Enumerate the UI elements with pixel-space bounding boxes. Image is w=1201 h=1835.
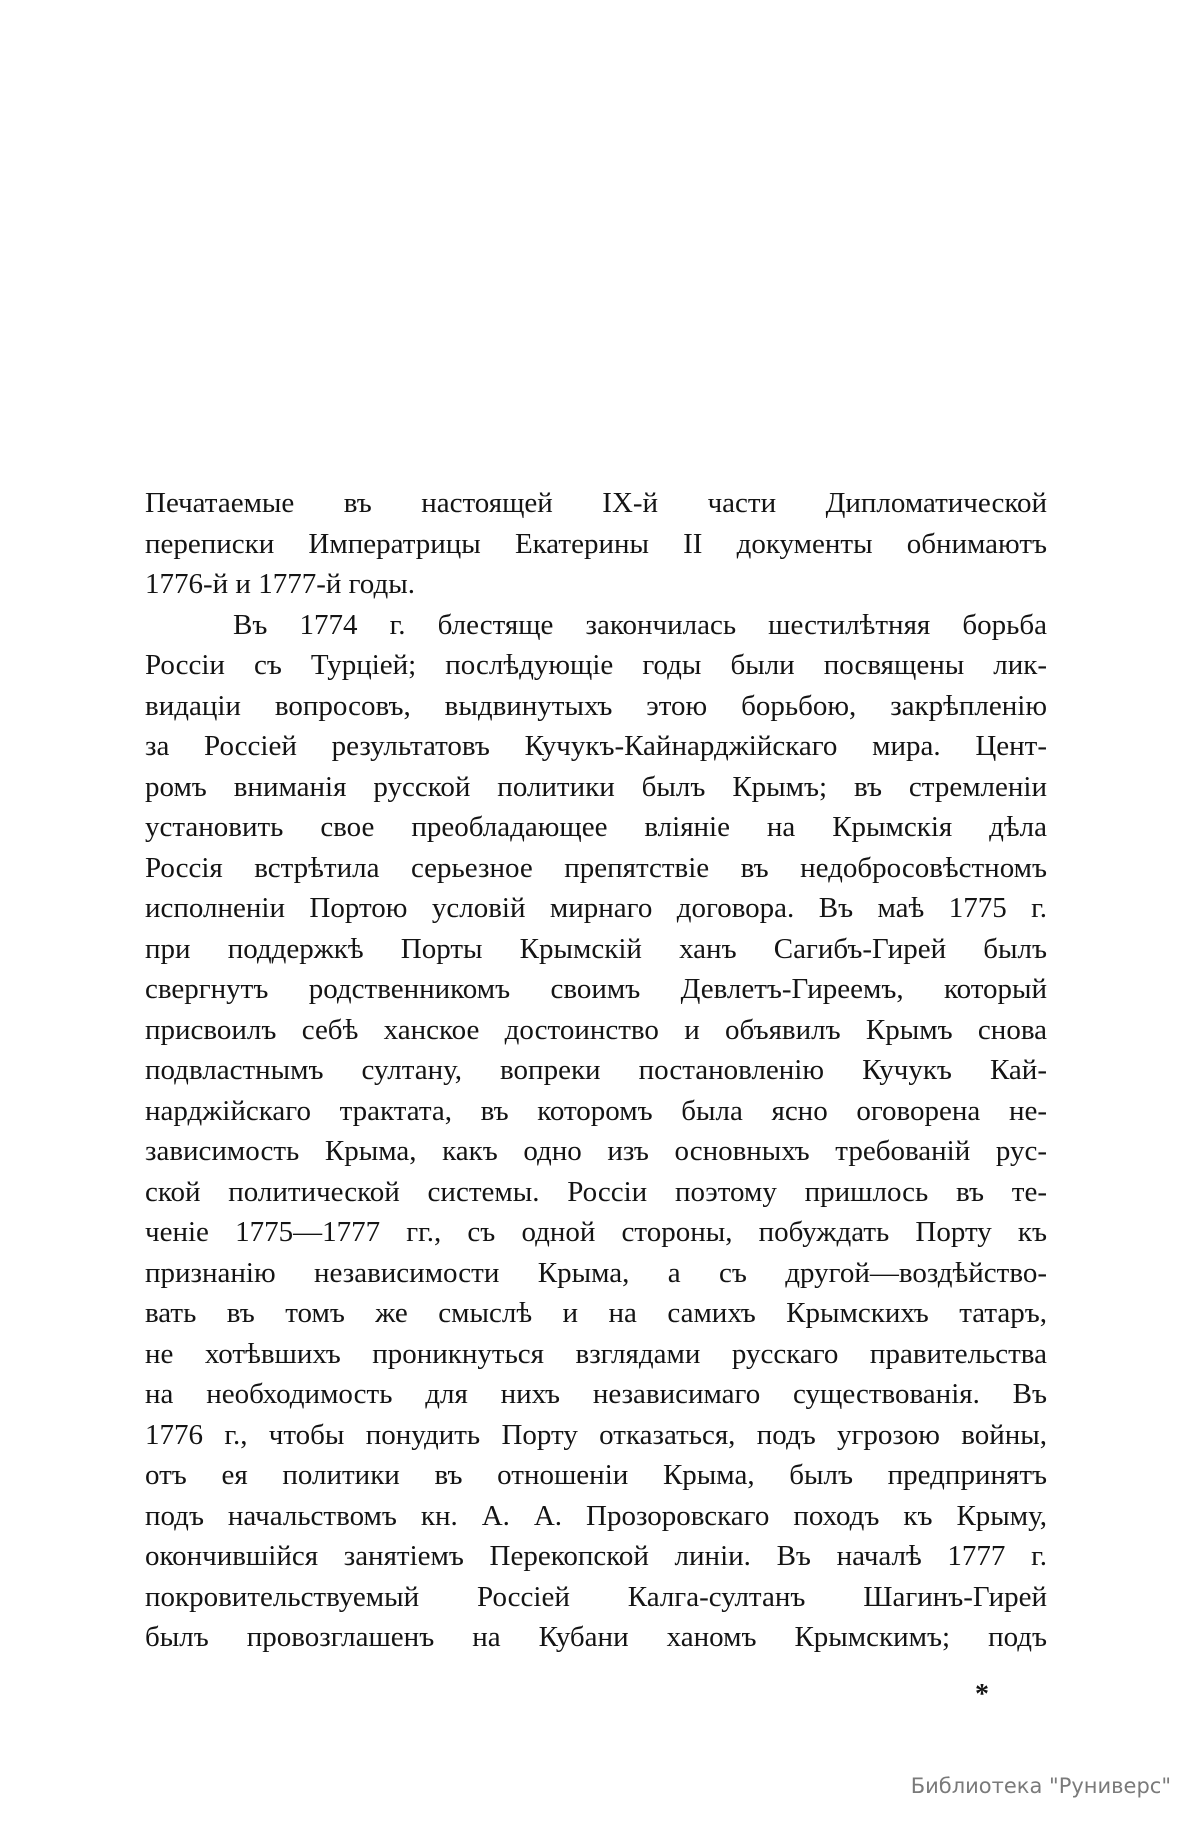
text-line: установить свое преобладающее вліяніе на Крымскія дѣла: [145, 811, 1047, 843]
text-line: Въ 1774 г. блестяще закончилась шестилѣтняя борьба: [233, 608, 1047, 641]
text-line: подъ начальствомъ кн. А. А. Прозоровскаго походъ къ Крыму,: [145, 1499, 1047, 1532]
text-line: видаціи вопросовъ, выдвинутыхъ этою борьбою, закрѣпленію: [145, 689, 1047, 722]
text-line: зависимость Крыма, какъ одно изъ основныхъ требованій рус-: [145, 1135, 1047, 1167]
text-line: на необходимость для нихъ независимаго существованія. Въ: [145, 1378, 1047, 1410]
text-line: покровительствуемый Россіей Калга-султанъ Шагинъ-Гирей: [145, 1580, 1047, 1613]
text-line: признанію независимости Крыма, а съ другой—воздѣйство-: [145, 1256, 1047, 1289]
text-line: ченіе 1775—1777 гг., съ одной стороны, побуждать Порту къ: [145, 1216, 1047, 1248]
text-line: при поддержкѣ Порты Крымскій ханъ Сагибъ-Гирей былъ: [145, 932, 1047, 965]
text-line: переписки Императрицы Екатерины II документы обнимаютъ: [145, 527, 1047, 560]
text-line: Россія встрѣтила серьезное препятствіе въ недобросовѣстномъ: [145, 851, 1047, 884]
text-line: отъ ея политики въ отношеніи Крыма, былъ предпринятъ: [145, 1459, 1047, 1491]
text-line: нарджійскаго трактата, въ которомъ была ясно оговорена не-: [145, 1094, 1047, 1127]
text-line: Печатаемые въ настоящей IX-й части Дипломатической: [145, 487, 1047, 519]
text-line: 1776-й и 1777-й годы.: [145, 568, 415, 600]
text-line: ромъ вниманія русской политики былъ Крымъ; въ стремленіи: [145, 770, 1047, 803]
library-watermark: Библиотека "Руниверс": [910, 1774, 1171, 1798]
text-line: былъ провозглашенъ на Кубани ханомъ Крымскимъ; подъ: [145, 1621, 1047, 1653]
body-text: [145, 483, 1047, 1658]
text-line: присвоилъ себѣ ханское достоинство и объявилъ Крымъ снова: [145, 1013, 1047, 1046]
text-line: окончившійся занятіемъ Перекопской линіи. Въ началѣ 1777 г.: [145, 1540, 1047, 1572]
signature-mark: *: [975, 1679, 989, 1710]
text-line: 1776 г., чтобы понудить Порту отказаться, подъ угрозою войны,: [145, 1418, 1047, 1451]
text-line: подвластнымъ султану, вопреки постановленію Кучукъ Кай-: [145, 1054, 1047, 1086]
text-line: ской политической системы. Россіи поэтому пришлось въ те-: [145, 1175, 1047, 1208]
text-line: не хотѣвшихъ проникнуться взглядами русскаго правительства: [145, 1337, 1047, 1370]
text-line: исполненіи Портою условій мирнаго договора. Въ маѣ 1775 г.: [145, 892, 1047, 924]
text-line: свергнутъ родственникомъ своимъ Девлетъ-Гиреемъ, который: [145, 973, 1047, 1005]
text-line: Россіи съ Турціей; послѣдующіе годы были посвящены лик-: [145, 649, 1047, 681]
text-line: вать въ томъ же смыслѣ и на самихъ Крымскихъ татаръ,: [145, 1297, 1047, 1329]
text-line: за Россіей результатовъ Кучукъ-Кайнарджійскаго мира. Цент-: [145, 730, 1047, 762]
